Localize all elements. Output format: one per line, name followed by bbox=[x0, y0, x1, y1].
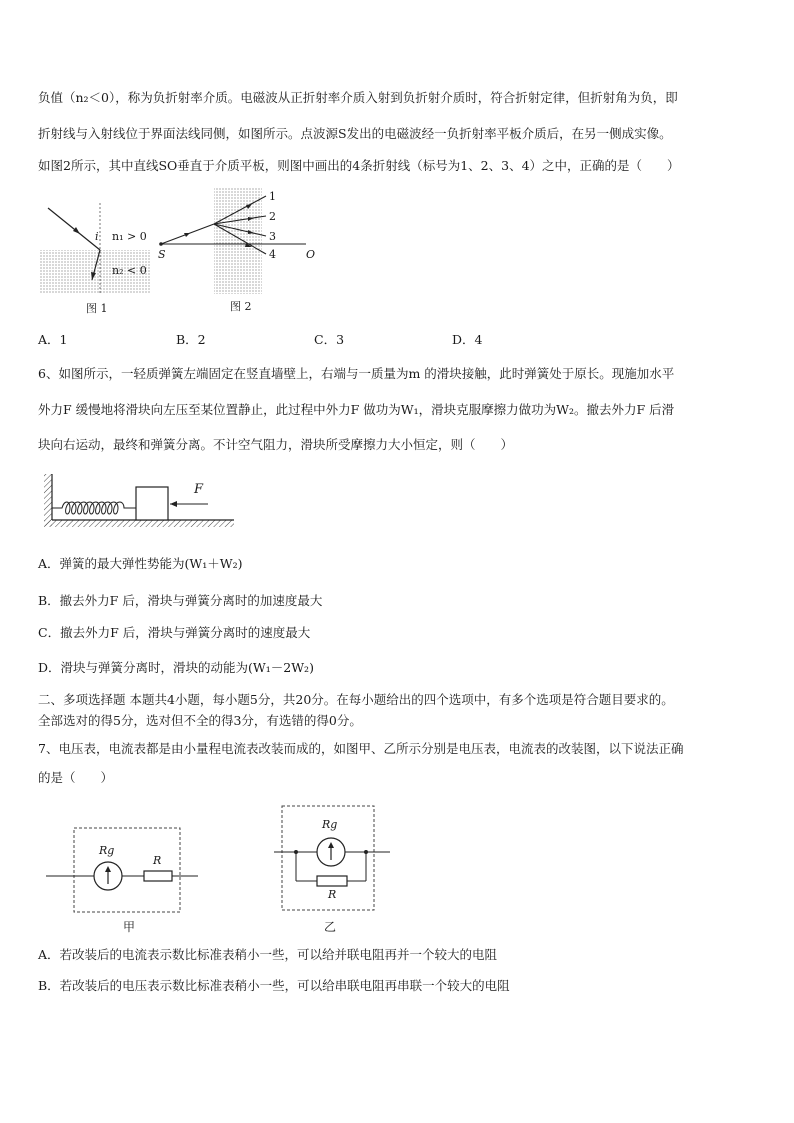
yi-caption: 乙 bbox=[324, 920, 337, 934]
fig2-caption: 图 2 bbox=[230, 300, 252, 313]
fig1-label-i: i bbox=[95, 230, 99, 243]
q5-text-line-1: 负值（n₂＜0），称为负折射率介质。电磁波从正折射率介质入射到负折射介质时，符合折射定律，但折射角为负，即 bbox=[38, 90, 678, 105]
q7-text-line-2: 的是（ ） bbox=[38, 770, 114, 785]
q6-option-a: A．弹簧的最大弹性势能为(W₁＋W₂) bbox=[38, 556, 243, 571]
fig2-label-o: O bbox=[306, 248, 316, 261]
q5-option-c: C．3 bbox=[314, 332, 345, 347]
figure-2 bbox=[156, 188, 326, 313]
fig1-label-n2: n₂ < 0 bbox=[112, 264, 147, 277]
figure-1 bbox=[40, 198, 150, 315]
fig2-ray-label-3: 3 bbox=[269, 230, 276, 243]
figure-ammeter-yi bbox=[274, 804, 394, 934]
q5-option-a: A．1 bbox=[38, 332, 68, 347]
q5-option-d: D．4 bbox=[452, 332, 483, 347]
q5-text-line-2: 折射线与入射线位于界面法线同侧，如图所示。点波源S发出的电磁波经一负折射率平板介质后，在另一侧成实像。 bbox=[38, 126, 672, 141]
fig2-label-s: S bbox=[158, 248, 166, 261]
yi-label-r: R bbox=[328, 888, 337, 901]
fig1-label-n1: n₁ > 0 bbox=[112, 230, 147, 243]
q6-option-b: B．撤去外力F 后，滑块与弹簧分离时的加速度最大 bbox=[38, 593, 323, 608]
jia-caption: 甲 bbox=[123, 920, 136, 934]
section-2-header-line-2: 全部选对的得5分，选对但不全的得3分，有选错的得0分。 bbox=[38, 713, 362, 728]
q6-text-line-3: 块向右运动，最终和弹簧分离。不计空气阻力，滑块所受摩擦力大小恒定，则（ ） bbox=[38, 437, 514, 452]
yi-label-rg: Rg bbox=[322, 818, 338, 831]
fig2-ray-label-2: 2 bbox=[269, 210, 276, 223]
q5-option-b: B．2 bbox=[176, 332, 206, 347]
spring-block-figure bbox=[44, 470, 239, 530]
q6-text-line-1: 6、如图所示，一轻质弹簧左端固定在竖直墙壁上，右端与一质量为m 的滑块接触，此时弹簧处于原长。现施加水平 bbox=[38, 366, 675, 381]
jia-label-rg: Rg bbox=[99, 844, 115, 857]
fig2-ray-label-1: 1 bbox=[269, 190, 276, 203]
q6-option-c: C．撤去外力F 后，滑块与弹簧分离时的速度最大 bbox=[38, 625, 311, 640]
q6-option-d: D．滑块与弹簧分离时，滑块的动能为(W₁－2W₂) bbox=[38, 660, 314, 675]
figure-voltmeter-jia bbox=[46, 826, 206, 934]
q7-option-a: A．若改装后的电流表示数比标准表稍小一些，可以给并联电阻再并一个较大的电阻 bbox=[38, 947, 498, 962]
jia-label-r: R bbox=[153, 854, 162, 867]
q6-text-line-2: 外力F 缓慢地将滑块向左压至某位置静止，此过程中外力F 做功为W₁，滑块克服摩擦力做功为W₂。撤去外力F 后滑 bbox=[38, 402, 675, 417]
section-2-header-line-1: 二、多项选择题 本题共4小题，每小题5分，共20分。在每小题给出的四个选项中，有多个选项是符合题目要求的。 bbox=[38, 692, 674, 707]
q7-option-b: B．若改装后的电压表示数比标准表稍小一些，可以给串联电阻再串联一个较大的电阻 bbox=[38, 978, 510, 993]
q7-text-line-1: 7、电压表，电流表都是由小量程电流表改装而成的，如图甲、乙所示分别是电压表，电流表的改装图，以下说法正确 bbox=[38, 741, 684, 756]
fig2-ray-label-4: 4 bbox=[269, 248, 276, 261]
fig1-caption: 图 1 bbox=[86, 302, 108, 315]
force-label-f: F bbox=[194, 482, 204, 497]
q5-text-line-3: 如图2所示，其中直线SO垂直于介质平板，则图中画出的4条折射线（标号为1、2、3、4）之中，正确的是（ ） bbox=[38, 158, 680, 173]
